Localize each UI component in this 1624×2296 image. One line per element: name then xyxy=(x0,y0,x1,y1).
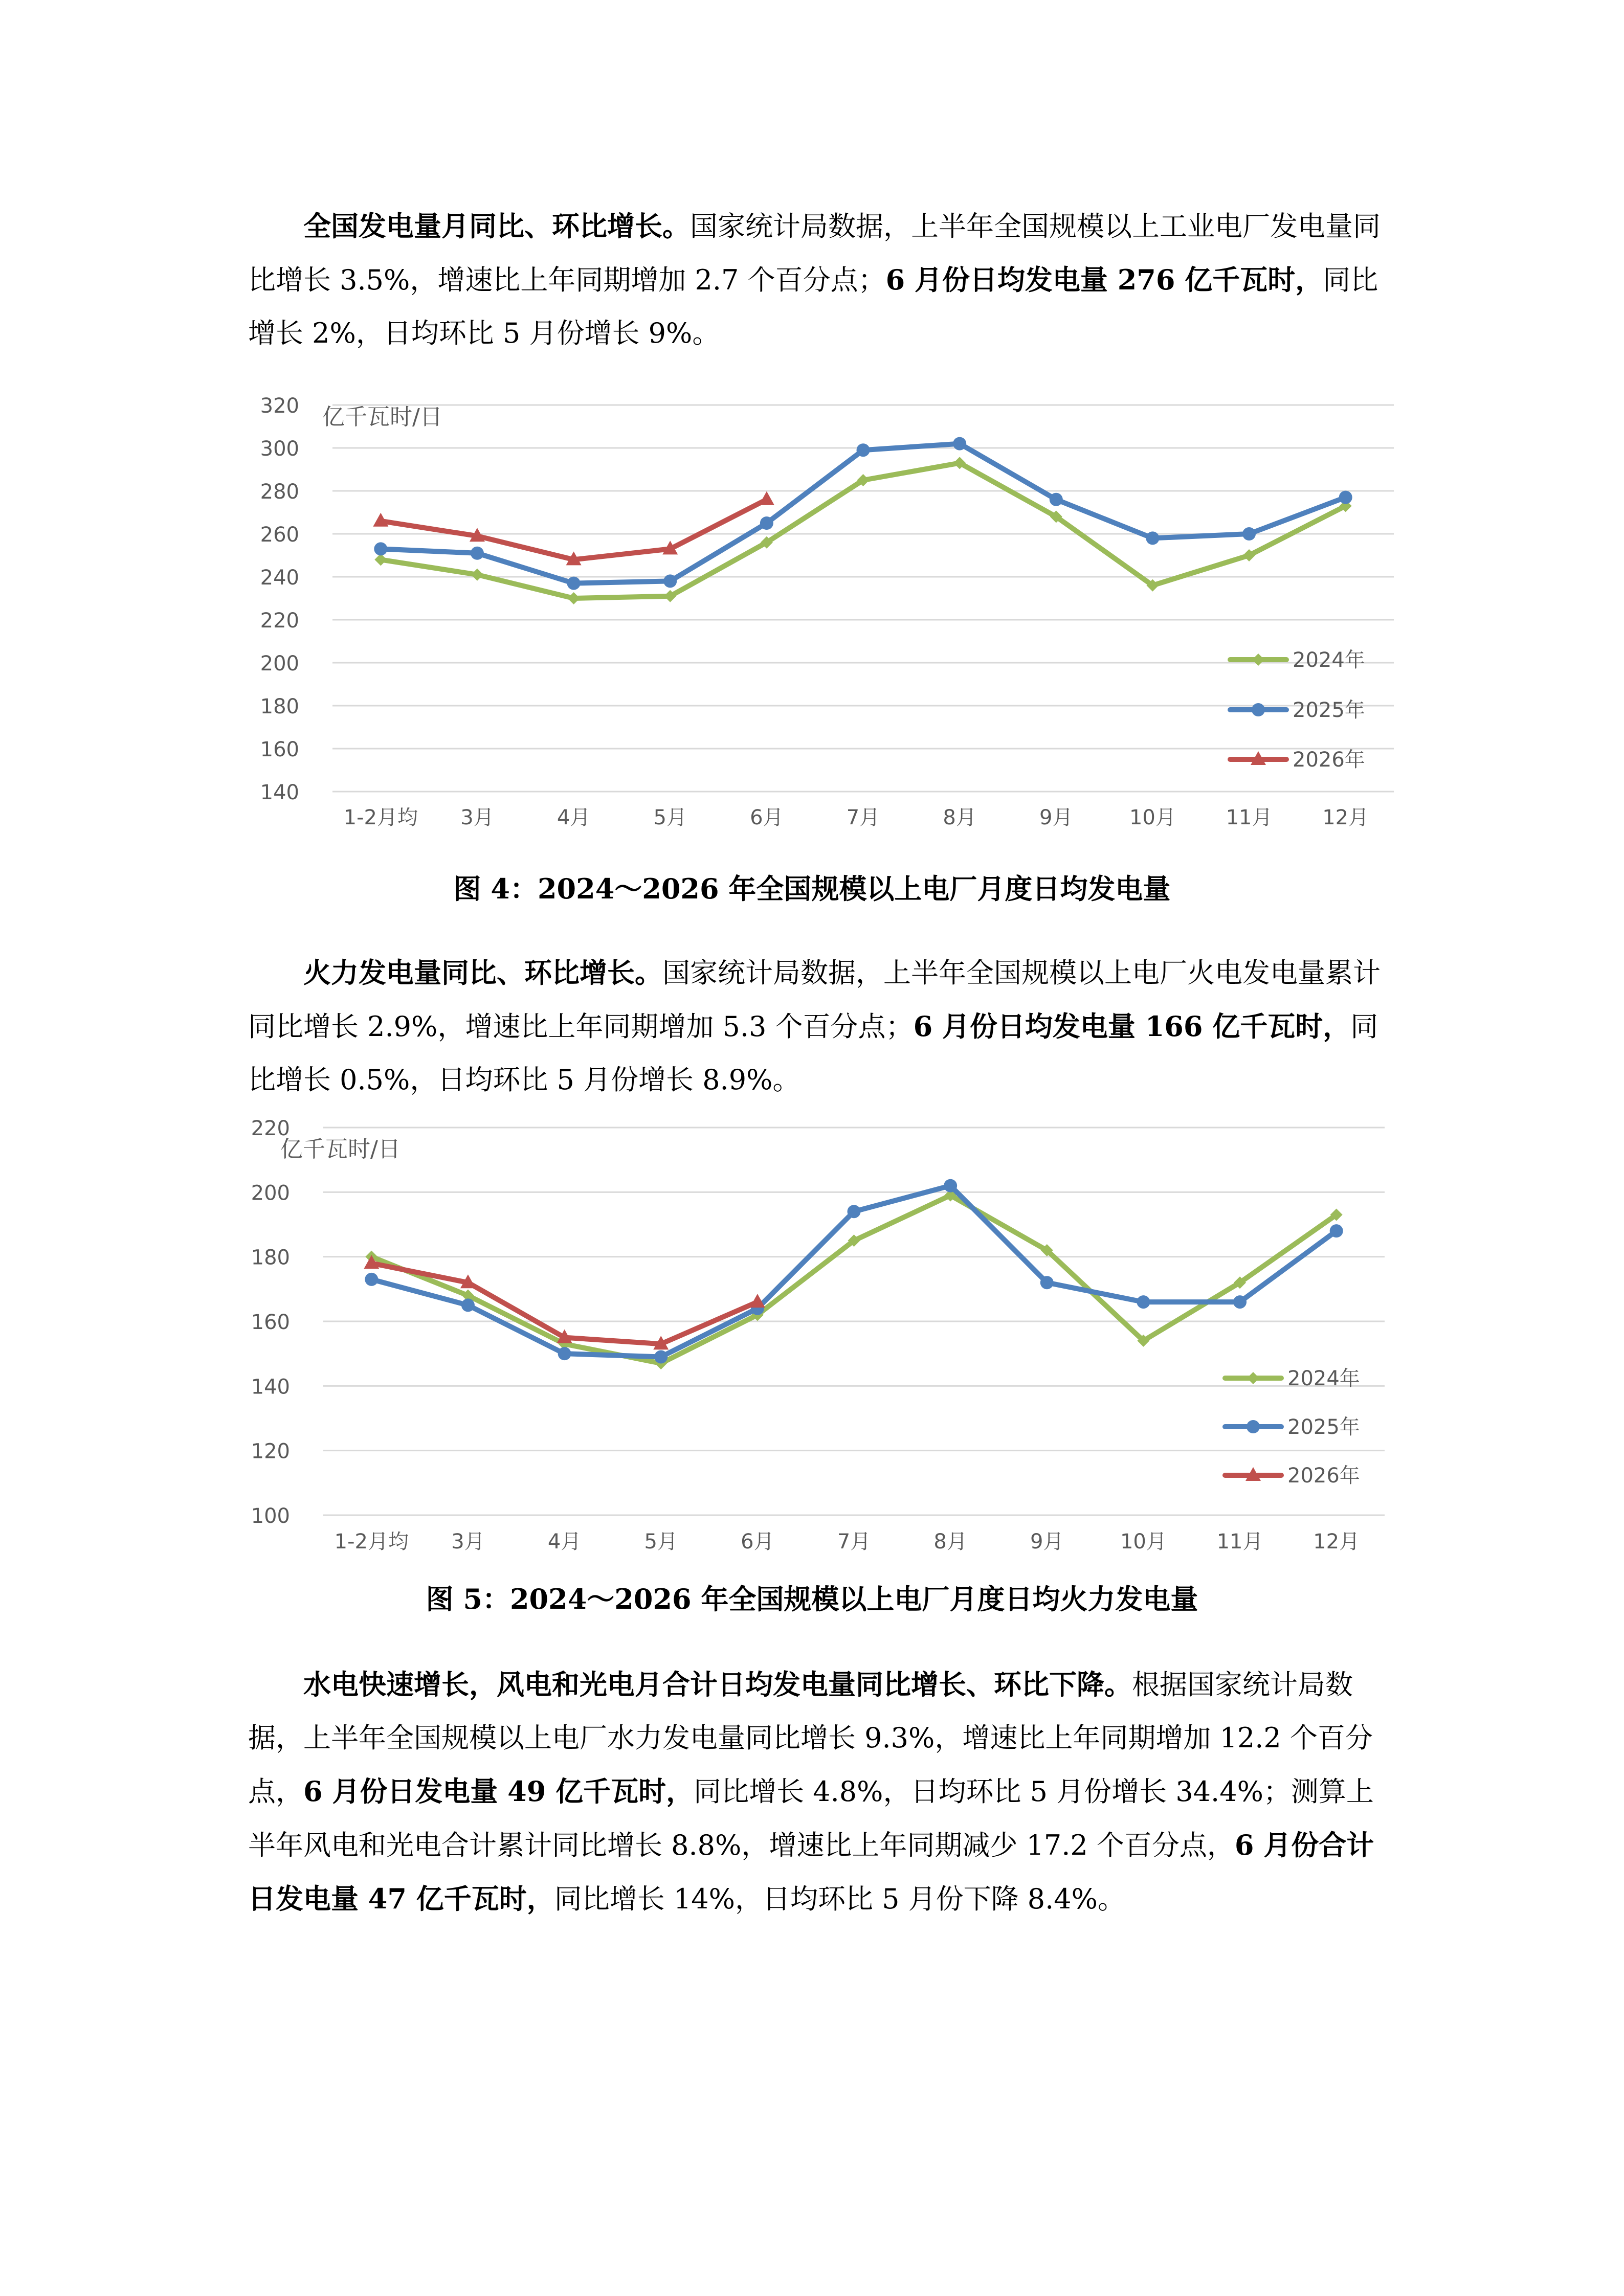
text-segment: 同比增长 14%，日均环比 5 月份下降 8.4%。 xyxy=(554,1883,1125,1915)
bold-text-segment: 火力发电量同比、环比增长。 xyxy=(303,956,662,989)
y-tick-label: 280 xyxy=(260,480,299,504)
x-tick-label: 9月 xyxy=(1039,806,1073,829)
legend-label: 2026年 xyxy=(1287,1464,1360,1488)
y-tick-label: 140 xyxy=(251,1375,290,1399)
text-segment: 国家统计局数据，上半年全国规模以上工业电厂发电量同比增长 3.5%，增速比上年同期增加 2.7 个百分点； xyxy=(248,210,1381,296)
y-tick-label: 160 xyxy=(260,738,299,761)
bold-text-segment: 水电快速增长，风电和光电月合计日均发电量同比增长、环比下降。 xyxy=(303,1668,1132,1701)
x-tick-label: 4月 xyxy=(557,806,591,829)
paragraph-hydro-wind-solar xyxy=(248,1658,1399,1926)
text-segment: 同比增长 0.5%，日均环比 5 月份增长 8.9%。 xyxy=(248,1010,1378,1096)
y-unit-label: 亿千瓦时/日 xyxy=(280,1136,401,1162)
data-point xyxy=(461,1298,475,1312)
y-unit-label: 亿千瓦时/日 xyxy=(322,404,442,430)
data-point xyxy=(1330,1224,1343,1237)
y-tick-label: 240 xyxy=(260,566,299,590)
series-line xyxy=(371,1196,1336,1363)
series-2025年 xyxy=(365,1179,1343,1364)
x-tick-label: 3月 xyxy=(451,1530,485,1554)
x-tick-label: 10月 xyxy=(1120,1530,1167,1554)
x-tick-label: 11月 xyxy=(1226,806,1273,829)
bold-text-segment: 6 月份日均发电量 166 亿千瓦时， xyxy=(913,1010,1351,1043)
x-tick-label: 5月 xyxy=(644,1530,678,1554)
y-tick-label: 260 xyxy=(260,523,299,547)
x-tick-label: 9月 xyxy=(1030,1530,1064,1554)
figure-5-caption: 图 5：2024～2026 年全国规模以上电厂月度日均火力发电量 xyxy=(426,1583,1198,1615)
legend-marker xyxy=(1247,1420,1260,1433)
x-tick-label: 6月 xyxy=(741,1530,774,1554)
text-segment: 同比增长 4.8%，日均环比 5 月份增长 34.4%；测算上半年风电和光电合计累计同比增长 8.8%，增速比上年同期减少 17.2 个百分点， xyxy=(248,1775,1374,1861)
x-tick-label: 7月 xyxy=(837,1530,871,1554)
x-tick-label: 8月 xyxy=(943,806,976,829)
legend-label: 2024年 xyxy=(1287,1367,1360,1390)
y-tick-label: 200 xyxy=(260,652,299,676)
y-tick-label: 160 xyxy=(251,1311,290,1334)
data-point xyxy=(848,1205,861,1218)
text-segment: 根据国家统计局数据，上半年全国规模以上电厂水力发电量同比增长 9.3%，增速比上年同期增加 12.2 个百分点， xyxy=(248,1669,1373,1808)
x-tick-label: 6月 xyxy=(750,806,784,829)
x-tick-label: 12月 xyxy=(1313,1530,1360,1554)
data-point xyxy=(1233,1295,1247,1309)
legend-label: 2025年 xyxy=(1293,699,1365,722)
x-tick-label: 11月 xyxy=(1216,1530,1263,1554)
bold-text-segment: 6 月份日发电量 49 亿千瓦时， xyxy=(303,1775,694,1808)
x-tick-label: 7月 xyxy=(846,806,880,829)
legend-marker xyxy=(1247,1372,1259,1384)
data-point xyxy=(944,1179,957,1192)
x-tick-label: 1-2月均 xyxy=(343,806,418,829)
legend-label: 2024年 xyxy=(1293,648,1365,672)
bold-text-segment: 6 月份合计日发电量 47 亿千瓦时， xyxy=(248,1829,1374,1915)
x-tick-label: 5月 xyxy=(653,806,687,829)
data-point xyxy=(654,1350,668,1363)
x-tick-label: 12月 xyxy=(1322,806,1369,829)
x-tick-label: 8月 xyxy=(933,1530,967,1554)
y-tick-label: 120 xyxy=(251,1439,290,1464)
y-tick-label: 220 xyxy=(260,609,299,633)
figure-4-caption: 图 4：2024～2026 年全国规模以上电厂月度日均发电量 xyxy=(453,872,1171,905)
data-point xyxy=(1040,1276,1054,1289)
y-tick-label: 200 xyxy=(251,1181,290,1205)
text-segment: 同比增长 2%，日均环比 5 月份增长 9%。 xyxy=(248,264,1378,349)
x-tick-label: 4月 xyxy=(547,1530,582,1554)
data-point xyxy=(558,1347,571,1360)
y-tick-label: 140 xyxy=(260,781,299,804)
data-point xyxy=(1137,1295,1150,1309)
bold-text-segment: 6 月份日均发电量 276 亿千瓦时， xyxy=(885,263,1323,296)
y-tick-label: 300 xyxy=(260,437,299,461)
data-point xyxy=(365,1273,378,1286)
x-tick-label: 10月 xyxy=(1129,806,1176,829)
legend-label: 2025年 xyxy=(1287,1415,1360,1439)
y-tick-label: 220 xyxy=(251,1117,290,1140)
x-tick-label: 1-2月均 xyxy=(334,1530,409,1554)
y-tick-label: 180 xyxy=(251,1246,290,1270)
x-tick-label: 3月 xyxy=(460,806,494,829)
bold-text-segment: 全国发电量月同比、环比增长。 xyxy=(303,210,690,242)
text-segment: 国家统计局数据，上半年全国规模以上电厂火电发电量累计同比增长 2.9%，增速比上年同期增加 5.3 个百分点； xyxy=(248,957,1381,1043)
y-tick-label: 320 xyxy=(260,394,299,418)
y-tick-label: 180 xyxy=(260,695,299,718)
legend-label: 2026年 xyxy=(1293,748,1365,772)
y-tick-label: 100 xyxy=(251,1504,290,1528)
